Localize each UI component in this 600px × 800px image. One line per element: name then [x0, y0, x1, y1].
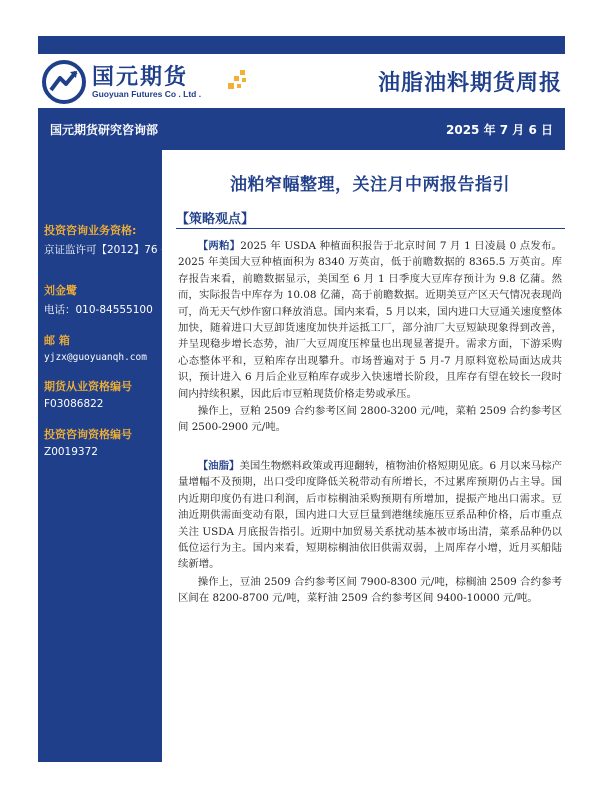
oil-text: 美国生物燃料政策或再迎翻转，植物油价格短期见底。6 月以来马棕产量增幅不及预期，出口受印度降低关税带动有所增长，不过累库预期仍占主导。国内近期印度仍有进口利润，后市棕榈油采购预期有所增加，提振产地出口需求。豆油近期供需面变动有限，国内进口大豆巨量到港继续施压豆系品种价格，后市重点关注 USDA 月底报告指引。近期中加贸易关系扰动基本被市场出清，菜系品种仍以低位运行为主。国内来看，短期棕榈油依旧供需双弱，上周库存小增，近月买船陆续新增。: [178, 460, 562, 571]
report-title: 油脂油料期货周报: [377, 71, 562, 96]
guoyuan-logo-icon: [42, 60, 86, 104]
company-logo: [42, 58, 252, 108]
futures-cert-value: F03086822: [44, 398, 104, 410]
meal-text: 2025 年 USDA 种植面积报告于北京时间 7 月 1 日凌晨 0 点发布。2025 年美国大豆种植面积为 8340 万英亩，低于前瞻数据的 8365.5 万英亩。库存报告来看，前瞻数据显示，美国至 6 月 1 日季度大豆库存预计为 9.8 亿蒲。然而，实际报告中库存为 10.08 亿蒲，高于前瞻数据。近期美豆产区天气情况表现尚可，尚无天气炒作窗口释放消息。国内来看，5 月以来，国内进口大豆通关速度整体加快，随着进口大豆卸货速度加快并运抵工厂，部分油厂大豆短缺现象得到改善，并呈现稳步增长态势，油厂大豆周度压榨量也出现显著提升。需求方面，下游采购心态整体平和，豆粕库存出现攀升。市场普遍对于 5 月-7 月原料宽松局面达成共识，预计进入 6 月后企业豆粕库存或步入快速增长阶段，且库存有望在较长一段时间内持续积累，因此后市豆粕现货价格走势或承压。: [178, 240, 563, 400]
futures-cert-block: [44, 378, 160, 410]
meal-section: [178, 238, 562, 436]
analyst-block: [44, 282, 160, 317]
company-name-en: Guoyuan Futures Co . Ltd .: [92, 89, 202, 99]
futures-cert-label: 期货从业资格编号: [44, 380, 132, 393]
strategy-divider: [176, 228, 565, 229]
consult-cert-block: [44, 426, 160, 458]
sidebar: [38, 150, 172, 762]
meal-tag: 【两粕】: [197, 240, 241, 252]
meal-paragraph: [178, 238, 562, 402]
report-date: 2025 年 7 月 6 日: [446, 123, 553, 137]
company-name-cn: 国元期货: [92, 65, 189, 90]
consult-cert-label: 投资咨询资格编号: [44, 428, 132, 441]
oil-paragraph: [178, 458, 562, 573]
analyst-phone: 电话：010-84555100: [44, 304, 153, 316]
strategy-heading: 【策略观点】: [176, 212, 255, 227]
email-address[interactable]: yjzx@guoyuanqh.com: [44, 352, 147, 363]
department: 国元期货研究咨询部: [50, 123, 159, 137]
meal-operation: 操作上，豆粕 2509 合约参考区间 2800-3200 元/吨，菜粕 2509 合约参考区间 2500-2900 元/吨。: [178, 405, 562, 434]
main-title: 油粕窄幅整理，关注月中两报告指引: [230, 175, 510, 195]
analyst-name: 刘金鹭: [44, 284, 77, 297]
header-band: [38, 108, 565, 150]
oil-section: [178, 458, 562, 607]
qualification-label: 投资咨询业务资格:: [44, 224, 137, 237]
email-label: 邮 箱: [44, 334, 70, 347]
consult-cert-value: Z0019372: [44, 446, 98, 458]
top-decor-bar: [38, 36, 565, 54]
oil-operation: 操作上，豆油 2509 合约参考区间 7900-8300 元/吨，棕榈油 2509 合约参考区间在 8200-8700 元/吨，菜籽油 2509 合约参考区间 9400-10000 元/吨。: [178, 575, 562, 605]
oil-tag: 【油脂】: [197, 460, 240, 472]
logo-dots-icon: [228, 70, 250, 92]
qualification-value: 京证监许可【2012】76 号: [44, 244, 172, 256]
qualification-block: [44, 222, 172, 257]
email-block: [44, 332, 160, 363]
